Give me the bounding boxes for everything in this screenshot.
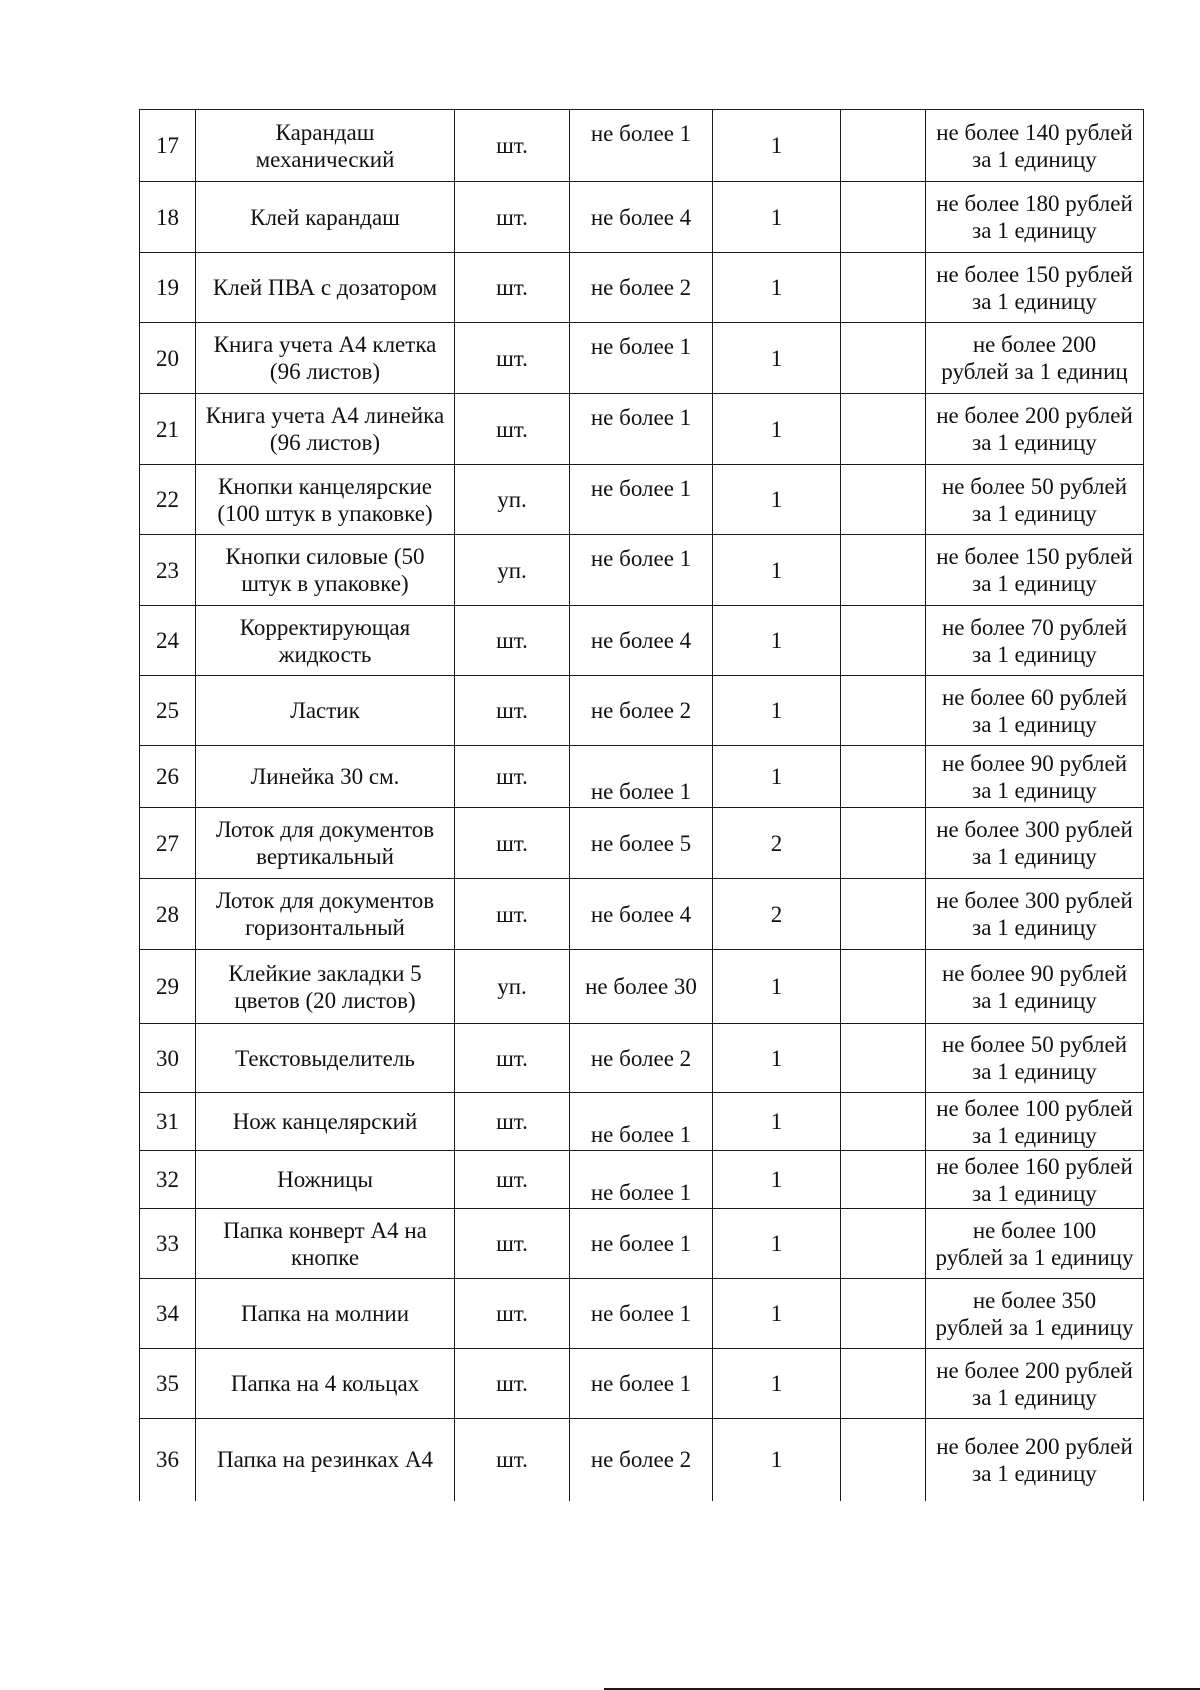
item-name-cell	[196, 1279, 455, 1349]
unit-cell	[455, 950, 570, 1024]
quantity-cell	[570, 808, 713, 879]
row-number-text: 31	[156, 1109, 179, 1134]
empty-cell	[841, 879, 926, 950]
quantity-cell	[570, 535, 713, 606]
item-name-cell	[196, 394, 455, 465]
unit-cell	[455, 808, 570, 879]
item-name-text: Текстовыделитель	[235, 1045, 415, 1071]
per-employee-cell	[713, 1024, 841, 1093]
row-number-cell	[140, 950, 196, 1024]
row-number-cell	[140, 1349, 196, 1419]
price-text: не более 200 рублей за 1 единицу	[936, 403, 1133, 455]
item-name-text: Кнопки силовые (50 штук в упаковке)	[225, 544, 425, 596]
empty-cell	[841, 394, 926, 465]
price-cell	[926, 1209, 1144, 1279]
per-employee-cell	[713, 110, 841, 182]
row-number-cell	[140, 1151, 196, 1209]
per-employee-text: 1	[770, 1301, 783, 1326]
quantity-text: не более 5	[590, 830, 692, 856]
row-number-cell	[140, 1093, 196, 1151]
row-number-cell	[140, 394, 196, 465]
price-text: не более 200 рублей за 1 единиц	[941, 332, 1128, 384]
per-employee-text: 2	[770, 830, 783, 856]
per-employee-cell	[713, 606, 841, 676]
per-employee-cell	[713, 394, 841, 465]
table-row	[140, 950, 1144, 1024]
empty-cell	[841, 808, 926, 879]
price-cell	[926, 676, 1144, 746]
quantity-text: не более 1	[590, 1122, 692, 1147]
quantity-text: не более 2	[590, 698, 692, 723]
row-number-text: 24	[156, 628, 179, 653]
row-number-cell	[140, 535, 196, 606]
price-cell	[926, 1093, 1144, 1151]
quantity-text: не более 30	[585, 974, 697, 999]
per-employee-cell	[713, 1419, 841, 1501]
empty-cell	[841, 1093, 926, 1151]
quantity-cell	[570, 253, 713, 323]
row-number-text: 20	[156, 345, 179, 371]
unit-text: шт.	[496, 275, 528, 300]
per-employee-cell	[713, 879, 841, 950]
price-text: не более 150 рублей за 1 единицу	[936, 261, 1133, 314]
item-name-cell	[196, 879, 455, 950]
row-number-text: 25	[156, 698, 179, 723]
quantity-text: не более 4	[590, 901, 692, 927]
per-employee-text: 1	[770, 133, 783, 158]
item-name-cell	[196, 1024, 455, 1093]
unit-cell	[455, 323, 570, 394]
quantity-cell	[570, 746, 713, 808]
row-number-text: 34	[156, 1301, 179, 1326]
item-name-text: Корректирующая жидкость	[239, 614, 411, 667]
row-number-text: 23	[156, 557, 179, 583]
unit-text: шт.	[496, 133, 528, 158]
unit-text: уп.	[497, 974, 527, 999]
empty-cell	[841, 1349, 926, 1419]
per-employee-text: 1	[770, 628, 783, 653]
item-name-text: Клей карандаш	[250, 204, 400, 230]
empty-cell	[841, 606, 926, 676]
table-row	[140, 394, 1144, 465]
per-employee-text: 1	[770, 1231, 783, 1256]
table-row	[140, 182, 1144, 253]
per-employee-cell	[713, 465, 841, 535]
price-cell	[926, 465, 1144, 535]
per-employee-text: 1	[770, 1371, 783, 1396]
unit-text: уп.	[497, 487, 527, 512]
empty-cell	[841, 1279, 926, 1349]
row-number-text: 33	[156, 1231, 179, 1256]
price-cell	[926, 1151, 1144, 1209]
per-employee-text: 1	[770, 345, 783, 371]
empty-cell	[841, 1419, 926, 1501]
empty-cell	[841, 746, 926, 808]
row-number-cell	[140, 465, 196, 535]
row-number-cell	[140, 676, 196, 746]
row-number-text: 30	[156, 1045, 179, 1071]
table-row	[140, 1279, 1144, 1349]
per-employee-cell	[713, 746, 841, 808]
quantity-cell	[570, 323, 713, 394]
table-row	[140, 323, 1144, 394]
unit-text: шт.	[496, 830, 528, 856]
price-text: не более 140 рублей за 1 единицу	[936, 119, 1133, 172]
quantity-cell	[570, 879, 713, 950]
price-text: не более 150 рублей за 1 единицу	[936, 544, 1133, 596]
supplies-table	[139, 109, 1144, 1501]
per-employee-text: 1	[770, 698, 783, 723]
quantity-text: не более 1	[590, 1371, 692, 1396]
unit-cell	[455, 1209, 570, 1279]
table-row	[140, 465, 1144, 535]
quantity-text: не более 1	[590, 121, 692, 146]
per-employee-text: 1	[770, 1109, 783, 1134]
item-name-cell	[196, 808, 455, 879]
per-employee-cell	[713, 182, 841, 253]
price-text: не более 100 рублей за 1 единицу	[936, 1095, 1133, 1148]
price-cell	[926, 535, 1144, 606]
per-employee-cell	[713, 1349, 841, 1419]
row-number-text: 36	[156, 1447, 179, 1473]
table-row	[140, 606, 1144, 676]
row-number-text: 32	[156, 1167, 179, 1192]
item-name-cell	[196, 1419, 455, 1501]
price-cell	[926, 606, 1144, 676]
quantity-cell	[570, 1093, 713, 1151]
row-number-text: 18	[156, 204, 179, 230]
unit-cell	[455, 879, 570, 950]
price-cell	[926, 110, 1144, 182]
quantity-text: не более 1	[590, 405, 692, 430]
row-number-text: 35	[156, 1371, 179, 1396]
item-name-text: Папка на 4 кольцах	[230, 1371, 420, 1396]
row-number-cell	[140, 182, 196, 253]
item-name-cell	[196, 950, 455, 1024]
item-name-text: Книга учета А4 клетка (96 листов)	[213, 332, 437, 384]
quantity-text: не более 1	[590, 476, 692, 501]
item-name-text: Клей ПВА с дозатором	[212, 275, 438, 300]
unit-text: шт.	[496, 1371, 528, 1396]
item-name-cell	[196, 1151, 455, 1209]
item-name-text: Папка на резинках А4	[217, 1447, 433, 1473]
quantity-text: не более 1	[590, 1180, 692, 1205]
unit-text: шт.	[496, 345, 528, 371]
quantity-text: не более 4	[590, 204, 692, 230]
unit-text: шт.	[496, 698, 528, 723]
table-row	[140, 1349, 1144, 1419]
per-employee-text: 1	[770, 275, 783, 300]
row-number-cell	[140, 1419, 196, 1501]
per-employee-text: 1	[770, 416, 783, 442]
item-name-cell	[196, 535, 455, 606]
per-employee-cell	[713, 676, 841, 746]
price-cell	[926, 1419, 1144, 1501]
unit-cell	[455, 1349, 570, 1419]
row-number-text: 28	[156, 901, 179, 927]
quantity-text: не более 1	[590, 1301, 692, 1326]
price-text: не более 300 рублей за 1 единицу	[936, 888, 1133, 940]
row-number-text: 21	[156, 416, 179, 442]
unit-cell	[455, 253, 570, 323]
quantity-text: не более 1	[590, 1231, 692, 1256]
per-employee-text: 1	[770, 974, 783, 999]
table-row	[140, 1209, 1144, 1279]
table-row	[140, 808, 1144, 879]
price-text: не более 350 рублей за 1 единицу	[935, 1287, 1134, 1340]
price-text: не более 50 рублей за 1 единицу	[941, 473, 1128, 526]
row-number-cell	[140, 1209, 196, 1279]
row-number-cell	[140, 253, 196, 323]
quantity-cell	[570, 1209, 713, 1279]
row-number-cell	[140, 879, 196, 950]
empty-cell	[841, 676, 926, 746]
item-name-text: Ножницы	[277, 1167, 373, 1192]
row-number-cell	[140, 606, 196, 676]
unit-cell	[455, 606, 570, 676]
unit-text: уп.	[497, 557, 527, 583]
item-name-cell	[196, 465, 455, 535]
empty-cell	[841, 182, 926, 253]
price-text: не более 200 рублей за 1 единицу	[936, 1433, 1133, 1486]
unit-cell	[455, 465, 570, 535]
row-number-cell	[140, 746, 196, 808]
unit-text: шт.	[496, 204, 528, 230]
empty-cell	[841, 253, 926, 323]
price-cell	[926, 746, 1144, 808]
unit-text: шт.	[496, 764, 528, 789]
table-row	[140, 1024, 1144, 1093]
table-row	[140, 253, 1144, 323]
quantity-cell	[570, 1349, 713, 1419]
unit-text: шт.	[496, 1231, 528, 1256]
row-number-text: 17	[156, 133, 179, 158]
price-cell	[926, 808, 1144, 879]
row-number-text: 19	[156, 275, 179, 300]
empty-cell	[841, 1024, 926, 1093]
per-employee-cell	[713, 535, 841, 606]
unit-text: шт.	[496, 1447, 528, 1473]
table-row	[140, 535, 1144, 606]
per-employee-text: 1	[770, 204, 783, 230]
quantity-cell	[570, 950, 713, 1024]
quantity-text: не более 4	[590, 628, 692, 653]
per-employee-cell	[713, 253, 841, 323]
row-number-cell	[140, 1024, 196, 1093]
unit-cell	[455, 746, 570, 808]
per-employee-text: 1	[770, 764, 783, 789]
quantity-cell	[570, 606, 713, 676]
item-name-text: Книга учета А4 линейка (96 листов)	[205, 403, 445, 455]
quantity-cell	[570, 465, 713, 535]
quantity-cell	[570, 1279, 713, 1349]
table-row	[140, 746, 1144, 808]
per-employee-cell	[713, 950, 841, 1024]
unit-cell	[455, 1279, 570, 1349]
unit-cell	[455, 1093, 570, 1151]
table-row	[140, 1419, 1144, 1501]
quantity-text: не более 1	[590, 779, 692, 804]
row-number-cell	[140, 1279, 196, 1349]
unit-text: шт.	[496, 1301, 528, 1326]
item-name-cell	[196, 253, 455, 323]
per-employee-text: 1	[770, 1447, 783, 1473]
price-cell	[926, 253, 1144, 323]
per-employee-cell	[713, 1209, 841, 1279]
per-employee-text: 1	[770, 487, 783, 512]
per-employee-cell	[713, 1279, 841, 1349]
row-number-cell	[140, 323, 196, 394]
empty-cell	[841, 1209, 926, 1279]
per-employee-cell	[713, 808, 841, 879]
per-employee-cell	[713, 1093, 841, 1151]
empty-cell	[841, 1151, 926, 1209]
unit-text: шт.	[496, 1045, 528, 1071]
item-name-cell	[196, 746, 455, 808]
per-employee-text: 1	[770, 1045, 783, 1071]
quantity-cell	[570, 1024, 713, 1093]
price-text: не более 200 рублей за 1 единицу	[936, 1357, 1133, 1410]
price-text: не более 160 рублей за 1 единицу	[936, 1153, 1133, 1206]
price-cell	[926, 1279, 1144, 1349]
price-cell	[926, 1024, 1144, 1093]
row-number-text: 22	[156, 487, 179, 512]
quantity-cell	[570, 676, 713, 746]
item-name-cell	[196, 1093, 455, 1151]
item-name-text: Лоток для документов вертикальный	[215, 817, 435, 869]
item-name-text: Папка конверт А4 на кнопке	[223, 1217, 427, 1270]
row-number-text: 29	[156, 974, 179, 999]
empty-cell	[841, 535, 926, 606]
item-name-cell	[196, 323, 455, 394]
empty-cell	[841, 323, 926, 394]
unit-cell	[455, 676, 570, 746]
quantity-cell	[570, 394, 713, 465]
unit-cell	[455, 1151, 570, 1209]
price-text: не более 90 рублей за 1 единицу	[941, 960, 1128, 1013]
item-name-text: Папка на молнии	[240, 1301, 410, 1326]
item-name-text: Ластик	[290, 698, 360, 723]
per-employee-text: 2	[770, 901, 783, 927]
quantity-cell	[570, 182, 713, 253]
item-name-cell	[196, 182, 455, 253]
price-text: не более 180 рублей за 1 единицу	[936, 191, 1133, 243]
price-text: не более 100 рублей за 1 единицу	[935, 1217, 1134, 1270]
quantity-text: не более 2	[590, 275, 692, 300]
price-cell	[926, 394, 1144, 465]
item-name-text: Карандаш механический	[255, 119, 395, 172]
table-row	[140, 1093, 1144, 1151]
table-body	[140, 110, 1144, 1501]
unit-cell	[455, 535, 570, 606]
unit-cell	[455, 1024, 570, 1093]
quantity-text: не более 1	[590, 546, 692, 571]
unit-cell	[455, 182, 570, 253]
table-row	[140, 676, 1144, 746]
price-text: не более 70 рублей за 1 единицу	[941, 614, 1128, 667]
unit-cell	[455, 394, 570, 465]
row-number-text: 27	[156, 830, 179, 856]
item-name-text: Лоток для документов горизонтальный	[215, 888, 435, 940]
item-name-cell	[196, 606, 455, 676]
per-employee-text: 1	[770, 557, 783, 583]
item-name-cell	[196, 676, 455, 746]
price-cell	[926, 323, 1144, 394]
row-number-cell	[140, 110, 196, 182]
price-text: не более 60 рублей за 1 единицу	[941, 684, 1128, 737]
quantity-cell	[570, 110, 713, 182]
unit-cell	[455, 1419, 570, 1501]
quantity-text: не более 1	[590, 334, 692, 359]
item-name-cell	[196, 110, 455, 182]
price-cell	[926, 1349, 1144, 1419]
item-name-text: Линейка 30 см.	[250, 764, 400, 789]
unit-text: шт.	[496, 901, 528, 927]
unit-text: шт.	[496, 628, 528, 653]
price-text: не более 90 рублей за 1 единицу	[941, 750, 1128, 803]
quantity-cell	[570, 1419, 713, 1501]
item-name-text: Кнопки канцелярские (100 штук в упаковке)	[217, 473, 433, 526]
table-row	[140, 879, 1144, 950]
unit-text: шт.	[496, 1109, 528, 1134]
unit-text: шт.	[496, 416, 528, 442]
empty-cell	[841, 950, 926, 1024]
item-name-text: Нож канцелярский	[232, 1109, 418, 1134]
per-employee-cell	[713, 323, 841, 394]
price-text: не более 50 рублей за 1 единицу	[941, 1032, 1128, 1084]
unit-text: шт.	[496, 1167, 528, 1192]
price-cell	[926, 182, 1144, 253]
row-number-text: 26	[156, 764, 179, 789]
per-employee-cell	[713, 1151, 841, 1209]
table-row	[140, 110, 1144, 182]
empty-cell	[841, 110, 926, 182]
quantity-text: не более 2	[590, 1045, 692, 1071]
price-cell	[926, 879, 1144, 950]
quantity-text: не более 2	[590, 1447, 692, 1473]
row-number-cell	[140, 808, 196, 879]
item-name-cell	[196, 1209, 455, 1279]
item-name-text: Клейкие закладки 5 цветов (20 листов)	[228, 960, 422, 1013]
unit-cell	[455, 110, 570, 182]
empty-cell	[841, 465, 926, 535]
quantity-cell	[570, 1151, 713, 1209]
item-name-cell	[196, 1349, 455, 1419]
price-text: не более 300 рублей за 1 единицу	[936, 817, 1133, 869]
per-employee-text: 1	[770, 1167, 783, 1192]
price-cell	[926, 950, 1144, 1024]
table-row	[140, 1151, 1144, 1209]
